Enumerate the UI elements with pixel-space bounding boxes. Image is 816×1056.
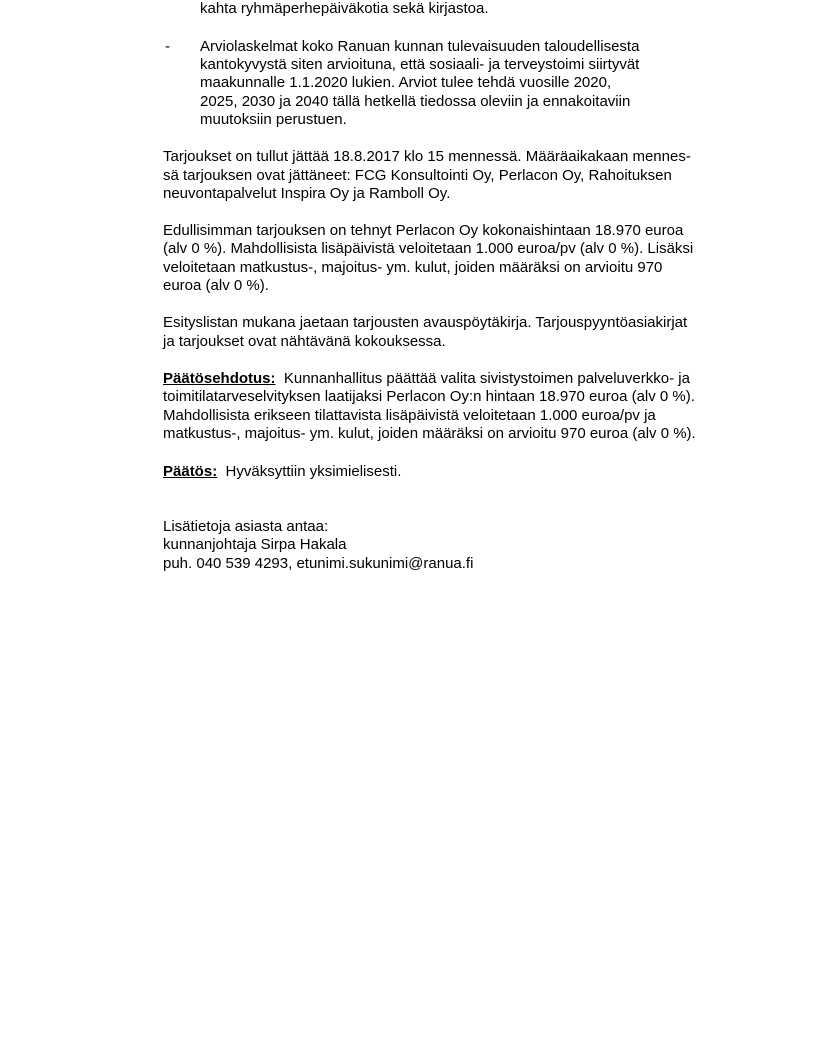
paragraph-line: (alv 0 %). Mahdollisista lisäpäivistä veloitetaan 1.000 euroa/pv (alv 0 %). Lisäksi [163, 240, 694, 257]
proposal-line: matkustus-, majoitus- ym. kulut, joiden määräksi on arvioitu 970 euroa (alv 0 %). [163, 425, 696, 442]
paragraph-line: Edullisimman tarjouksen on tehnyt Perlacon Oy kokonaishintaan 18.970 euroa [163, 222, 684, 239]
proposal-label: Päätösehdotus: [163, 370, 276, 387]
bullet-line: muutoksiin perustuen. [200, 111, 347, 128]
proposal-text: Kunnanhallitus päättää valita sivistystoimen palveluverkko- ja [283, 370, 690, 387]
proposal-first-line [163, 370, 690, 388]
proposal-line: toimitilatarveselvityksen laatijaksi Perlacon Oy:n hintaan 18.970 euroa (alv 0 %). [163, 388, 695, 405]
bullet-line: Arviolaskelmat koko Ranuan kunnan tulevaisuuden taloudellisesta [200, 38, 640, 55]
paragraph-line: Esityslistan mukana jaetaan tarjousten avauspöytäkirja. Tarjouspyyntöasiakirjat [163, 314, 688, 331]
paragraph-line: euroa (alv 0 %). [163, 277, 269, 294]
paragraph-line: neuvontapalvelut Inspira Oy ja Ramboll Oy. [163, 185, 451, 202]
bullet-marker: - [165, 38, 170, 55]
decision-line [163, 463, 401, 481]
paragraph-line: sä tarjouksen ovat jättäneet: FCG Konsultointi Oy, Perlacon Oy, Rahoituksen [163, 167, 672, 184]
paragraph-line: veloitetaan matkustus-, majoitus- ym. kulut, joiden määräksi on arvioitu 970 [163, 259, 663, 276]
bullet-line: maakunnalle 1.1.2020 lukien. Arviot tulee tehdä vuosille 2020, [200, 74, 612, 91]
contact-person: kunnanjohtaja Sirpa Hakala [163, 536, 347, 553]
bullet-line: 2025, 2030 ja 2040 tällä hetkellä tiedossa oleviin ja ennakoitaviin [200, 93, 631, 110]
contact-phone-email: puh. 040 539 4293, etunimi.sukunimi@ranua.fi [163, 555, 474, 572]
bullet-line: kantokyvystä siten arvioituna, että sosiaali- ja terveystoimi siirtyvät [200, 56, 640, 73]
decision-label: Päätös: [163, 463, 218, 480]
paragraph-line: ja tarjoukset ovat nähtävänä kokouksessa. [163, 333, 446, 350]
contact-heading: Lisätietoja asiasta antaa: [163, 518, 329, 535]
decision-text: Hyväksyttiin yksimielisesti. [225, 463, 402, 480]
paragraph-line: Tarjoukset on tullut jättää 18.8.2017 klo 15 mennessä. Määräaikakaan mennes- [163, 148, 691, 165]
proposal-line: Mahdollisista erikseen tilattavista lisäpäivistä veloitetaan 1.000 euroa/pv ja [163, 407, 656, 424]
bullet-continuation-line: kahta ryhmäperhepäiväkotia sekä kirjastoa. [200, 0, 489, 17]
